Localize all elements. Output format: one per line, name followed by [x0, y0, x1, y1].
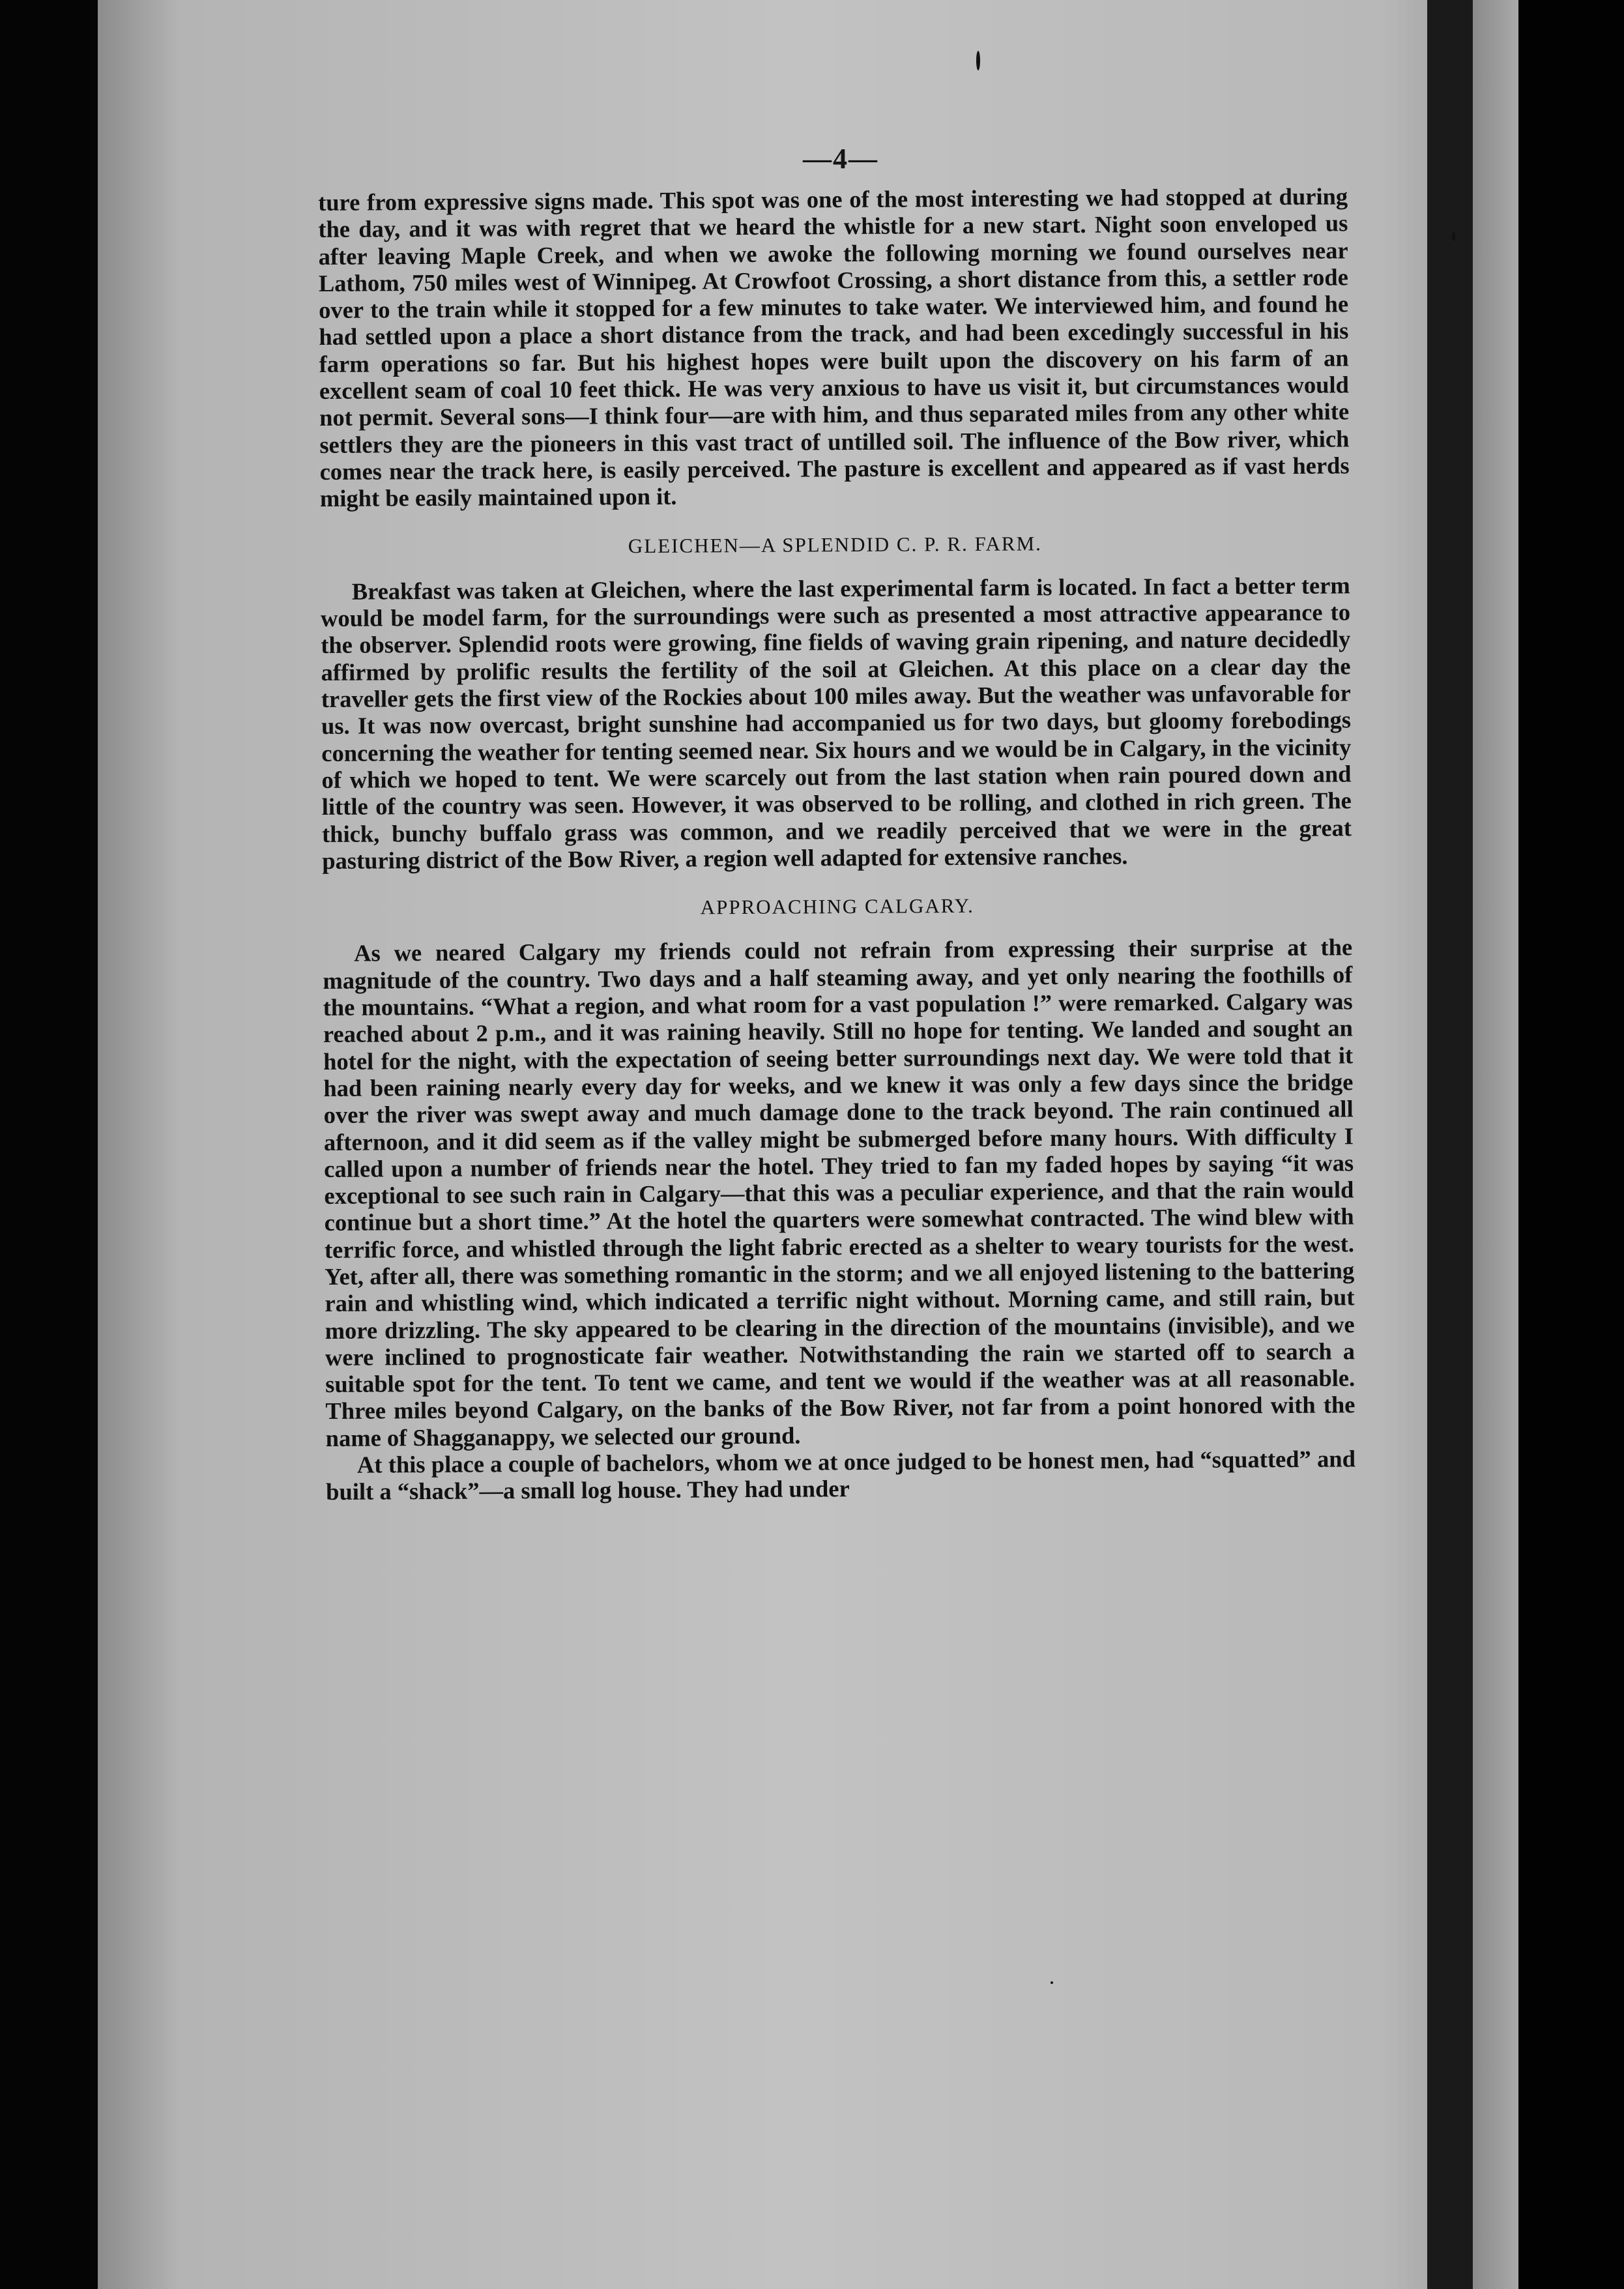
scan-left-border — [0, 0, 98, 2289]
ink-speck — [976, 51, 980, 70]
scan-right-border — [1518, 0, 1624, 2289]
section-heading: GLEICHEN—A SPLENDID C. P. R. FARM. — [628, 531, 1042, 557]
section-intro-continued — [318, 182, 1350, 512]
ink-speck — [1452, 232, 1455, 241]
article-body — [318, 182, 1356, 1505]
section-approaching-calgary — [323, 890, 1356, 1505]
ink-speck — [1051, 1981, 1053, 1984]
paragraph: As we neared Calgary my friends could not refrain from expressing their surprise at the magnitude of the country. Two days and a half steaming away, and yet only nearing the foothills of the mountains. “What a region, and what room for a vast population !” were remarked. Calgary was reached about 2 p.m., and it was raining heavily. Still no hope for tenting. We landed and sought an hotel for the night, with the expectation of seeing better surroundings next day. We were told that it had been raining nearly every day for weeks, and we knew it was only a few days since the bridge over the river was swept away and much damage done to the track beyond. The rain continued all afternoon, and it did seem as if the valley might be submerged before many hours. With difficulty I called upon a number of friends near the hotel. They tried to fan my faded hopes by saying “it was exceptional to see such rain in Calgary—that this was a peculiar experience, and that the rain would continue but a short time.” At the hotel the quarters were somewhat contracted. The wind blew with terrific force, and whistled through the light fabric erected as a shelter to weary tourists for the west. Yet, after all, there was something romantic in the storm; and we all enjoyed listening to the battering rain and whistling wind, which indicated a terrific night without. Morning came, and still rain, but more drizzling. The sky appeared to be clearing in the direction of the mountains (invisible), and we were inclined to prognosticate fair weather. Notwithstanding the rain we started off to search a suitable spot for the tent. To tent we came, and tent we would if the weather was at all reasonable. Three miles beyond Calgary, on the banks of the Bow River, not far from a point honored with the name of Shagganappy, we selected our ground. — [323, 933, 1356, 1451]
page-fold-shadow — [1427, 0, 1473, 2289]
paragraph: ture from expressive signs made. This spot was one of the most interesting we had stopped at during the day, and it was with regret that we heard the whistle for a new start. Night soon enveloped us after leaving Maple Creek, and when we awoke the following morning we found ourselves near Lathom, 750 miles west of Winnipeg. At Crowfoot Crossing, a short distance from this, a settler rode over to the train while it stopped for a few minutes to take water. We interviewed him, and found he had settled upon a place a short distance from the track, and had been excedingly successful in his farm operations so far. But his highest hopes were built upon the discovery on his farm of an excellent seam of coal 10 feet thick. He was very anxious to have us visit it, but circumstances would not permit. Several sons—I think four—are with him, and thus separated miles from any other white settlers they are the pioneers in this vast tract of untilled soil. The influence of the Bow river, which comes near the track here, is easily perceived. The pasture is excellent and appeared as if vast herds might be easily maintained upon it. — [318, 182, 1350, 512]
section-gleichen — [320, 528, 1352, 874]
section-heading: APPROACHING CALGARY. — [700, 894, 974, 919]
adjacent-page-edge — [1473, 0, 1518, 2289]
paragraph: At this place a couple of bachelors, whom we at once judged to be honest men, had “squatted” and built a “shack”—a small log house. They had under — [326, 1445, 1356, 1506]
paragraph: Breakfast was taken at Gleichen, where the last experimental farm is located. In fact a better term would be model farm, for the surroundings were such as presented a most attractive appearance to the observer. Splendid roots were growing, fine fields of waving grain ripening, and nature decidedly affirmed by prolific results the fertility of the soil at Gleichen. At this place on a clear day the traveller gets the first view of the Rockies about 100 miles away. But the weather was unfavorable for us. It was now overcast, bright sunshine had accompanied us for two days, but gloomy forebodings concerning the weather for tenting seemed near. Six hours and we would be in Calgary, in the vicinity of which we hoped to tent. We were scarcely out from the last station when rain poured down and little of the country was seen. However, it was observed to be rolling, and clothed in rich green. The thick, bunchy buffalo grass was common, and we readily perceived that we were in the great pasturing district of the Bow River, a region well adapted for extensive ranches. — [320, 572, 1352, 874]
page-number: —4— — [803, 143, 878, 175]
